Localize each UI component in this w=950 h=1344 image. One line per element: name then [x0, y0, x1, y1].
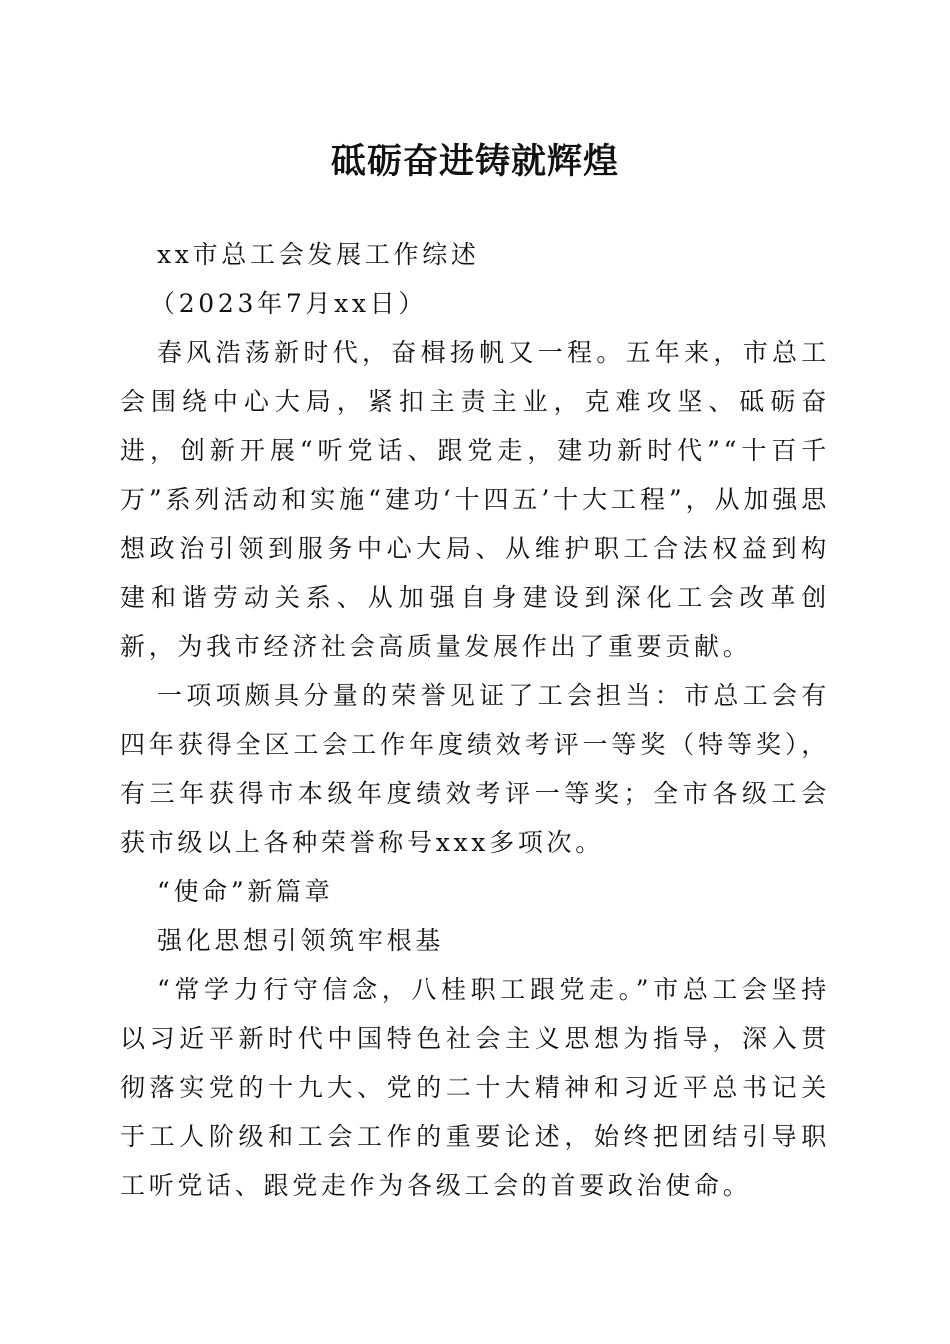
paragraph-intro: 春风浩荡新时代，奋楫扬帆又一程。五年来，市总工会围绕中心大局，紧扣主责主业，克难攻坚、砥砺奋进，创新开展“听党话、跟党走，建功新时代”“十百千万”系列活动和实施“建功‘十四五’十大工程”，从加强思想政治引领到服务中心大局、从维护职工合法权益到构建和谐劳动关系、从加强自身建设到深化工会改革创新，为我市经济社会高质量发展作出了重要贡献。 [120, 338, 830, 661]
paragraph-ideology: “常学力行守信念，八桂职工跟党走。”市总工会坚持以习近平新时代中国特色社会主义思想为指导，深入贯彻落实党的十九大、党的二十大精神和习近平总书记关于工人阶级和工会工作的重要论述，始终把团结引导职工听党话、跟党走作为各级工会的首要政治使命。 [120, 975, 830, 1200]
document-subtitle: xx市总工会发展工作综述 [157, 240, 480, 269]
document-body [120, 230, 830, 1210]
subsection-heading: 强化思想引领筑牢根基 [157, 926, 445, 955]
document-date: （2023年7月xx日） [150, 289, 428, 318]
document-title: 砥砺奋进铸就辉煌 [330, 141, 619, 182]
section-heading: “使命”新篇章 [157, 877, 334, 906]
paragraph-honors: 一项项颇具分量的荣誉见证了工会担当：市总工会有四年获得全区工会工作年度绩效考评一等奖（特等奖），有三年获得市本级年度绩效考评一等奖；全市各级工会获市级以上各种荣誉称号xxx多项次。 [120, 681, 830, 857]
